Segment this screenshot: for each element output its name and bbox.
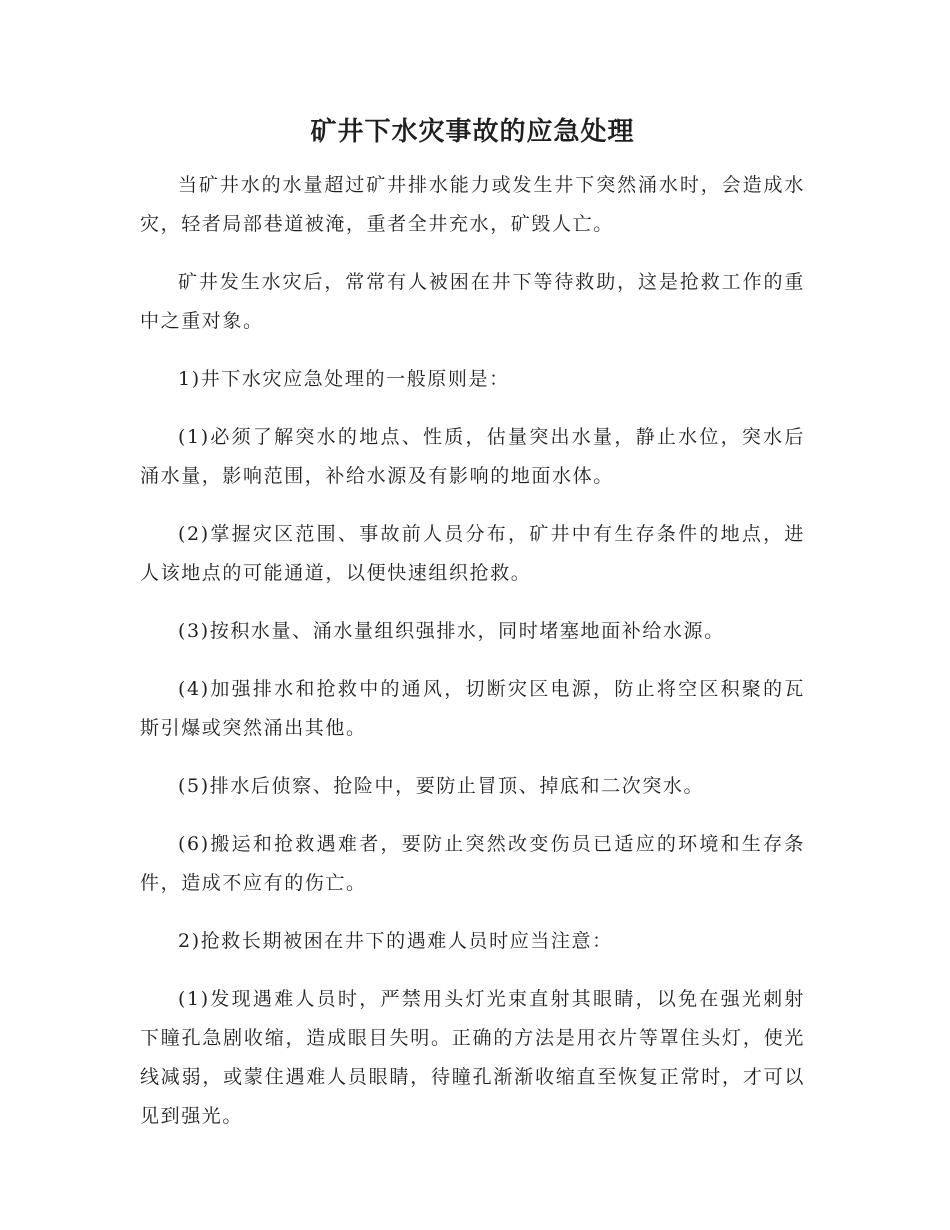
document-body: [140, 112, 805, 1155]
section-heading-trapped-personnel: 2)抢救长期被困在井下的遇难人员时应当注意：: [178, 930, 613, 952]
paragraph-rescue-focus: 矿井发生水灾后，常常有人被困在井下等待救助，这是抢救工作的重中之重对象。: [140, 271, 805, 332]
section-heading-general-principles: 1)井下水灾应急处理的一般原则是：: [178, 368, 510, 390]
list-item-trapped-1: (1)发现遇难人员时，严禁用头灯光束直射其眼睛，以免在强光刺射下瞳孔急剧收缩，造成眼目失明。正确的方法是用衣片等罩住头灯，使光线减弱，或蒙住遇难人员眼睛，待瞳孔渐渐收缩直至恢复正常时，才可以见到强光。: [140, 988, 805, 1127]
paragraph-intro: 当矿井水的水量超过矿井排水能力或发生井下突然涌水时，会造成水灾，轻者局部巷道被淹，重者全井充水，矿毁人亡。: [140, 174, 805, 235]
list-item-principle-3: (3)按积水量、涌水量组织强排水，同时堵塞地面补给水源。: [178, 620, 725, 642]
list-item-principle-2: (2)掌握灾区范围、事故前人员分布，矿井中有生存条件的地点，进人该地点的可能通道，以便快速组织抢救。: [140, 523, 805, 584]
list-item-principle-5: (5)排水后侦察、抢险中，要防止冒顶、掉底和二次突水。: [178, 775, 705, 797]
list-item-principle-4: (4)加强排水和抢救中的通风，切断灾区电源，防止将空区积聚的瓦斯引爆或突然涌出其他。: [140, 678, 805, 739]
list-item-principle-6: (6)搬运和抢救遇难者，要防止突然改变伤员已适应的环境和生存条件，造成不应有的伤亡。: [140, 833, 805, 894]
list-item-principle-1: (1)必须了解突水的地点、性质，估量突出水量，静止水位，突水后涌水量，影响范围，补给水源及有影响的地面水体。: [140, 426, 805, 487]
document-title: 矿井下水灾事故的应急处理: [310, 117, 635, 147]
